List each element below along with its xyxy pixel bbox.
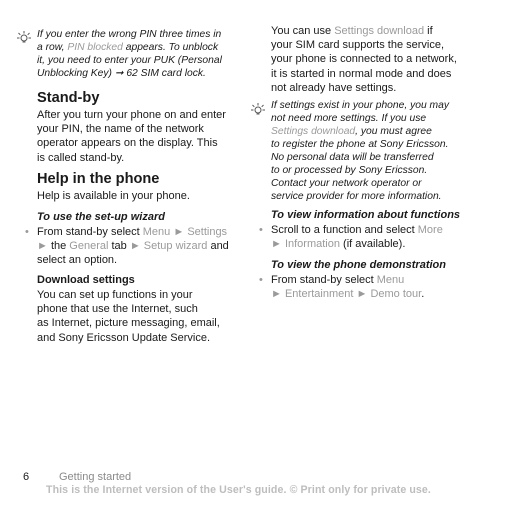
tip-line: If you enter the wrong PIN three times in xyxy=(37,29,222,40)
more-link: More xyxy=(417,224,443,236)
section-title: Getting started xyxy=(59,471,132,483)
setup-wizard-text: Setup wizard xyxy=(143,240,208,253)
arrow-icon: ► xyxy=(129,240,141,253)
tip-lightbulb-icon xyxy=(250,102,266,118)
tip-line: Unblocking Key) ➞ 62 SIM card lock. xyxy=(37,68,206,79)
standby-heading: Stand-by xyxy=(37,90,100,106)
settings-tip: If settings exist in your phone, you may not need more settings. If you use Settings download, you must agree to register the phone at Sony Ericsson. No personal data will be transferred to or processed by Sony Ericsson. Contact your network operator or service provider for more information. xyxy=(271,100,449,202)
demo-tour-link: Demo tour xyxy=(370,288,422,301)
tip-line: a row, PIN blocked appears. To unblock xyxy=(37,42,219,53)
pin-tip xyxy=(37,28,247,80)
settings-link: Settings xyxy=(187,226,228,238)
bullet-icon: • xyxy=(25,226,29,238)
help-heading: Help in the phone xyxy=(37,171,160,187)
tip-lightbulb-icon xyxy=(16,30,32,46)
settings-download-body: You can use Settings download if your SIM card supports the service, your phone is connected to a network, it is started in normal mode and does not already have settings. xyxy=(271,25,457,94)
wizard-step: • From stand-by select Menu ► Settings ► the General tab ► Setup wizard and select an option. xyxy=(25,226,229,267)
menu-link: Menu xyxy=(376,274,405,286)
info-subheading: To view information about functions xyxy=(271,209,461,221)
information-link: Information xyxy=(284,238,340,251)
help-body: Help is available in your phone. xyxy=(37,190,190,202)
tip-line: it, you need to enter your PUK (Personal xyxy=(37,55,222,66)
download-body: You can set up functions in your phone that use the Internet, such as Internet, picture messaging, email, and Sony Ericsson Update Service. xyxy=(37,289,220,344)
arrow-icon: ► xyxy=(356,288,368,301)
bullet-icon: • xyxy=(259,224,263,236)
internet-version-note: This is the Internet version of the User's guide. © Print only for private use. xyxy=(46,484,431,496)
page-number: 6 xyxy=(23,471,30,483)
arrow-icon: ► xyxy=(271,238,282,251)
arrow-icon: ► xyxy=(271,288,282,301)
general-tab-text: General xyxy=(69,240,109,253)
demo-step: • From stand-by select Menu ► Entertainment ► Demo tour. xyxy=(259,274,425,301)
entertainment-link: Entertainment xyxy=(284,288,354,301)
settings-download-text: Settings download xyxy=(334,25,425,37)
menu-link: Menu xyxy=(142,226,171,238)
bullet-icon: • xyxy=(259,274,263,286)
pin-blocked-text: PIN blocked xyxy=(67,42,123,53)
info-step: • Scroll to a function and select More ► Information (if available). xyxy=(259,224,443,251)
arrow-icon: ► xyxy=(173,226,185,238)
arrow-icon: ► xyxy=(37,240,48,253)
standby-body: After you turn your phone on and enter your PIN, the name of the network operator appears on the display. This is called stand-by. xyxy=(37,109,226,164)
demo-subheading: To view the phone demonstration xyxy=(271,259,446,271)
download-subheading: Download settings xyxy=(37,274,135,286)
wizard-subheading: To use the set-up wizard xyxy=(37,211,165,223)
settings-download-text: Settings download xyxy=(271,126,356,137)
